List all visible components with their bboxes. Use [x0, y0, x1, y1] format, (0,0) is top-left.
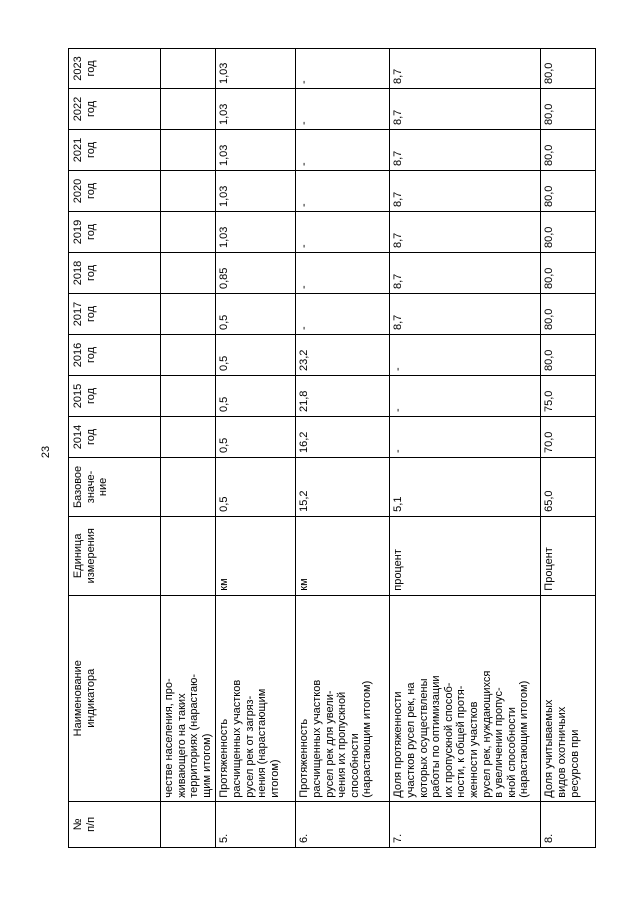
value-cell: [161, 294, 216, 335]
value-cell: 0,5: [216, 458, 296, 517]
value-cell: -: [296, 49, 390, 89]
value-cell: 15,2: [296, 458, 390, 517]
column-header: № п/п: [69, 801, 161, 847]
value-cell: 80,0: [541, 89, 596, 130]
value-cell: 0,5: [216, 417, 296, 458]
value-cell: [161, 335, 216, 376]
column-header: 2017 год: [69, 294, 161, 335]
value-cell: 1,03: [216, 130, 296, 171]
value-cell: [161, 458, 216, 517]
value-cell: [161, 212, 216, 253]
value-cell: 8,7: [390, 294, 541, 335]
table-row: [541, 49, 596, 848]
value-cell: [161, 89, 216, 130]
column-header: 2018 год: [69, 253, 161, 294]
value-cell: [161, 376, 216, 417]
row-number: 7.: [390, 801, 541, 847]
value-cell: 0,5: [216, 335, 296, 376]
value-cell: 8,7: [390, 49, 541, 89]
value-cell: 75,0: [541, 376, 596, 417]
value-cell: 65,0: [541, 458, 596, 517]
column-header: 2014 год: [69, 417, 161, 458]
value-cell: -: [390, 335, 541, 376]
value-cell: 1,03: [216, 171, 296, 212]
unit: км: [296, 516, 390, 595]
column-header: Единица измерения: [69, 516, 161, 595]
indicator-name: Протяженность расчищенных участков русел рек для увели- чения их пропускной способности (нарастающим итогом): [296, 595, 390, 801]
row-number: 8.: [541, 801, 596, 847]
column-header: 2016 год: [69, 335, 161, 376]
value-cell: -: [296, 89, 390, 130]
row-number: 6.: [296, 801, 390, 847]
value-cell: -: [296, 171, 390, 212]
value-cell: [161, 49, 216, 89]
value-cell: -: [390, 376, 541, 417]
value-cell: 80,0: [541, 253, 596, 294]
value-cell: 1,03: [216, 49, 296, 89]
value-cell: 80,0: [541, 171, 596, 212]
table-header-row: [69, 49, 161, 848]
value-cell: 80,0: [541, 130, 596, 171]
unit: [161, 516, 216, 595]
column-header: 2023 год: [69, 49, 161, 89]
value-cell: 8,7: [390, 171, 541, 212]
page-number: 23: [40, 445, 52, 459]
table-row: [296, 49, 390, 848]
value-cell: 8,7: [390, 253, 541, 294]
value-cell: 16,2: [296, 417, 390, 458]
indicator-name: Доля учитываемых видов охотничьих ресурсов при: [541, 595, 596, 801]
table-row: [161, 49, 216, 848]
value-cell: -: [296, 130, 390, 171]
value-cell: 0,5: [216, 376, 296, 417]
value-cell: 5,1: [390, 458, 541, 517]
value-cell: 80,0: [541, 335, 596, 376]
table-row: [390, 49, 541, 848]
value-cell: 0,85: [216, 253, 296, 294]
row-number: [161, 801, 216, 847]
value-cell: [161, 417, 216, 458]
value-cell: -: [296, 212, 390, 253]
value-cell: 1,03: [216, 212, 296, 253]
value-cell: [161, 253, 216, 294]
value-cell: -: [296, 294, 390, 335]
table-row: [216, 49, 296, 848]
value-cell: [161, 130, 216, 171]
column-header: Базовое значе- ние: [69, 458, 161, 517]
column-header: Наименование индикатора: [69, 595, 161, 801]
column-header: 2021 год: [69, 130, 161, 171]
value-cell: 80,0: [541, 212, 596, 253]
value-cell: 0,5: [216, 294, 296, 335]
indicator-name: честве населения, про- живающего на таких территориях (нарастаю- щим итогом): [161, 595, 216, 801]
value-cell: 80,0: [541, 49, 596, 89]
column-header: 2022 год: [69, 89, 161, 130]
value-cell: 8,7: [390, 130, 541, 171]
value-cell: 80,0: [541, 294, 596, 335]
column-header: 2015 год: [69, 376, 161, 417]
column-header: 2020 год: [69, 171, 161, 212]
value-cell: 8,7: [390, 89, 541, 130]
row-number: 5.: [216, 801, 296, 847]
indicator-name: Протяженность расчищенных участков русел рек от загряз- нения (нарастающим итогом): [216, 595, 296, 801]
unit: Процент: [541, 516, 596, 595]
unit: км: [216, 516, 296, 595]
indicator-table: [68, 48, 596, 848]
unit: процент: [390, 516, 541, 595]
value-cell: 8,7: [390, 212, 541, 253]
value-cell: -: [296, 253, 390, 294]
column-header: 2019 год: [69, 212, 161, 253]
value-cell: 21,8: [296, 376, 390, 417]
value-cell: 70,0: [541, 417, 596, 458]
value-cell: [161, 171, 216, 212]
value-cell: -: [390, 417, 541, 458]
indicator-name: Доля протяженности участков русел рек, на которых осуществлены работы по оптимизации их пропускной способ- ности, к общей протя- женности участков русел рек, нуждающихся в увеличении пропус- кной способности (нарастающим итогом): [390, 595, 541, 801]
value-cell: 1,03: [216, 89, 296, 130]
rotated-table-container: [68, 48, 594, 848]
value-cell: 23,2: [296, 335, 390, 376]
